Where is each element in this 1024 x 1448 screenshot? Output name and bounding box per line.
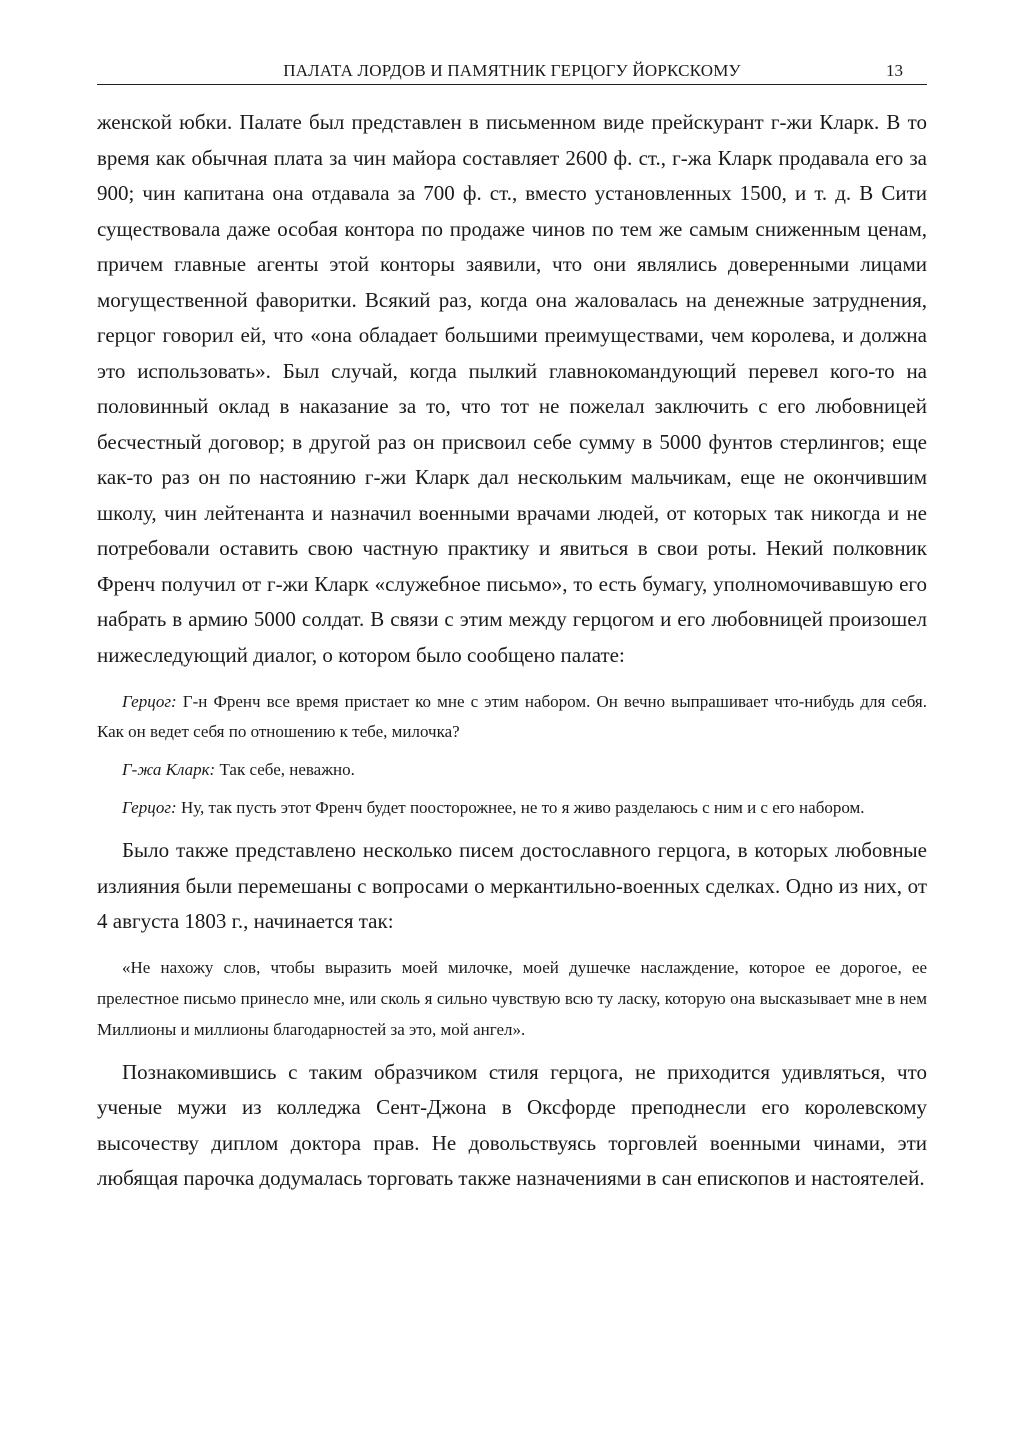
paragraph-letters: Было также представлено несколько писем достославного герцога, в которых любовные излияния были перемешаны с вопросами о меркантильно-военных сделках. Одно из них, от 4 августа 1803 г., начинается так: [97, 838, 927, 933]
dialog-line [97, 687, 927, 747]
body-text [97, 105, 927, 1197]
running-header [97, 58, 927, 85]
dialog-speaker: Герцог: [122, 692, 177, 711]
dialog-text: Ну, так пусть этот Френч будет поосторожнее, не то я живо разделаюсь с ним и с его набором. [180, 798, 865, 817]
paragraph-continuation: женской юбки. Палате был представлен в письменном виде прейскурант г-жи Кларк. В то время как обычная плата за чин майора составляет 2600 ф. ст., г-жа Кларк продавала его за 900; чин капитана она отдавала за 700 ф. ст., вместо установленных 1500, и т. д. В Сити существовала даже особая контора по продаже чинов по тем же самым сниженным ценам, причем главные агенты этой конторы заявили, что они являлись доверенными лицами могущественной фаворитки. Всякий раз, когда она жаловалась на денежные затруднения, герцог говорил ей, что «она обладает большими преимуществами, чем королева, и должна это использовать». Был случай, когда пылкий главнокомандующий перевел кого-то на половинный оклад в наказание за то, что тот не пожелал заключить с его любовницей бесчестный договор; в другой раз он присвоил себе сумму в 5000 фунтов стерлингов; еще как-то раз он по настоянию г-жи Кларк дал нескольким мальчикам, еще не окончившим школу, чин лейтенанта и назначил военными врачами людей, от которых так никогда и не потребовали оставить свою частную практику и явиться в свои роты. Некий полковник Френч получил от г-жи Кларк «служебное письмо», то есть бумагу, уполномочивавшую его набрать в армию 5000 солдат. В связи с этим между герцогом и его любовницей произошел нижеследующий диалог, о котором было сообщено палате: [97, 110, 927, 667]
dialog-speaker: Г-жа Кларк: [122, 760, 216, 779]
page-number: 13 [886, 61, 903, 80]
dialog-line [97, 755, 927, 785]
paragraph-conclusion: Познакомившись с таким образчиком стиля герцога, не приходится удивляться, что ученые мужи из колледжа Сент-Джона в Оксфорде преподнесли его королевскому высочеству диплом доктора прав. Не довольствуясь торговлей военными чинами, эти любящая парочка додумалась торговать также назначениями в сан епископов и настоятелей. [97, 1059, 927, 1190]
document-page [97, 58, 927, 1197]
letter-quote: «Не нахожу слов, чтобы выразить моей милочке, моей душечке наслаждение, которое ее дорогое, ее прелестное письмо принесло мне, или сколь я сильно чувствую всю ту ласку, которую она высказывает мне в нем Миллионы и миллионы благодарностей за это, мой ангел». [97, 957, 927, 1039]
dialog-speaker: Герцог: [122, 798, 177, 817]
running-title: ПАЛАТА ЛОРДОВ И ПАМЯТНИК ГЕРЦОГУ ЙОРКСКОМУ [283, 61, 741, 80]
dialog-text: Г-н Френч все время пристает ко мне с этим набором. Он вечно выпрашивает что-нибудь для себя. Как он ведет себя по отношению к тебе, милочка? [97, 692, 927, 741]
dialog-text: Так себе, неважно. [219, 760, 355, 779]
dialog-line [97, 793, 927, 823]
